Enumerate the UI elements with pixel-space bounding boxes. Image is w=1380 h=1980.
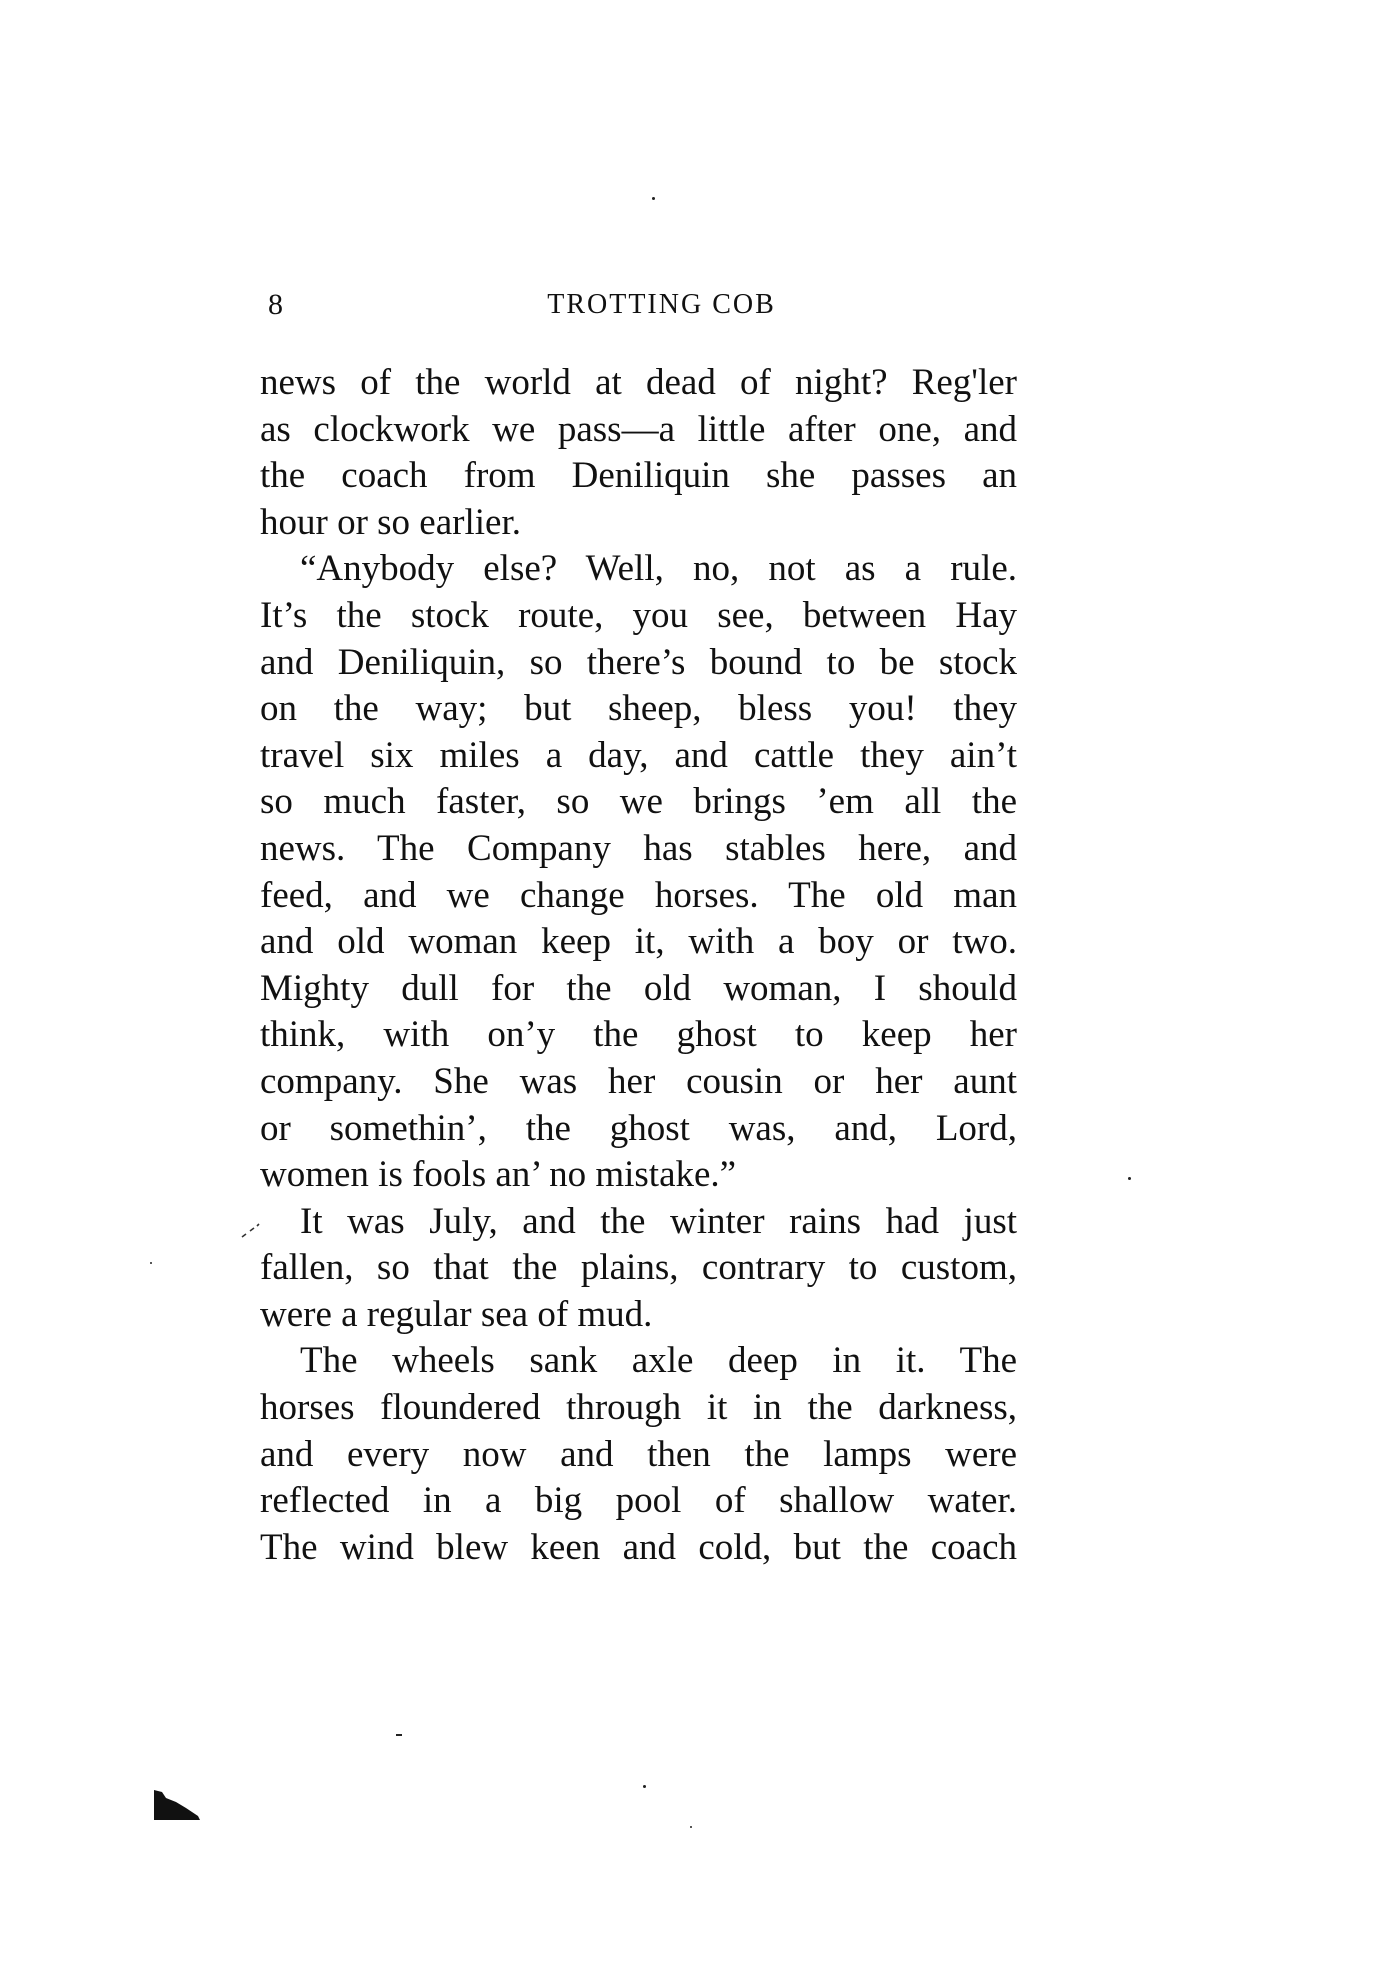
text-line: or somethin’, the ghost was, and, Lord,	[260, 1107, 1017, 1149]
text-line: horses floundered through it in the darkness,	[260, 1387, 1017, 1429]
corner-blot-mark	[152, 1788, 202, 1822]
text-line: travel six miles a day, and cattle they ain’t	[260, 734, 1017, 776]
running-title: TROTTING COB	[547, 289, 776, 320]
text-line: were a regular sea of mud.	[260, 1293, 653, 1335]
text-line: on the way; but sheep, bless you! they	[260, 688, 1017, 730]
text-line: the coach from Deniliquin she passes an	[260, 455, 1017, 497]
text-line: Mighty dull for the old woman, I should	[260, 967, 1017, 1009]
text-line: fallen, so that the plains, contrary to custom,	[260, 1247, 1017, 1289]
page-number: 8	[268, 288, 283, 321]
ink-speck	[1128, 1177, 1131, 1180]
text-line: feed, and we change horses. The old man	[260, 874, 1017, 916]
text-line: It was July, and the winter rains had just	[300, 1200, 1017, 1242]
margin-tick-mark	[240, 1222, 262, 1240]
text-line: company. She was her cousin or her aunt	[260, 1060, 1017, 1102]
text-line: so much faster, so we brings ’em all the	[260, 781, 1017, 823]
ink-speck	[150, 1262, 152, 1264]
text-line: The wheels sank axle deep in it. The	[300, 1340, 1017, 1382]
text-line: think, with on’y the ghost to keep her	[260, 1014, 1017, 1056]
body-text	[260, 360, 1017, 1571]
text-line: as clockwork we pass—a little after one, and	[260, 408, 1017, 450]
ink-speck	[652, 197, 655, 200]
text-line: and old woman keep it, with a boy or two.	[260, 921, 1017, 963]
text-line: “Anybody else? Well, no, not as a rule.	[300, 548, 1017, 590]
text-line: news. The Company has stables here, and	[260, 827, 1017, 869]
text-line: and Deniliquin, so there’s bound to be stock	[260, 641, 1017, 683]
page-header	[268, 283, 1025, 327]
text-line: and every now and then the lamps were	[260, 1433, 1017, 1475]
text-line: news of the world at dead of night? Reg'ler	[260, 362, 1017, 403]
ink-speck	[396, 1734, 402, 1736]
text-line: reflected in a big pool of shallow water.	[260, 1480, 1017, 1522]
text-line: hour or so earlier.	[260, 501, 521, 543]
text-line: women is fools an’ no mistake.”	[260, 1154, 737, 1196]
ink-speck	[690, 1826, 692, 1828]
ink-speck	[643, 1785, 646, 1788]
text-line: The wind blew keen and cold, but the coach	[260, 1526, 1017, 1568]
text-line: It’s the stock route, you see, between Hay	[260, 594, 1017, 636]
